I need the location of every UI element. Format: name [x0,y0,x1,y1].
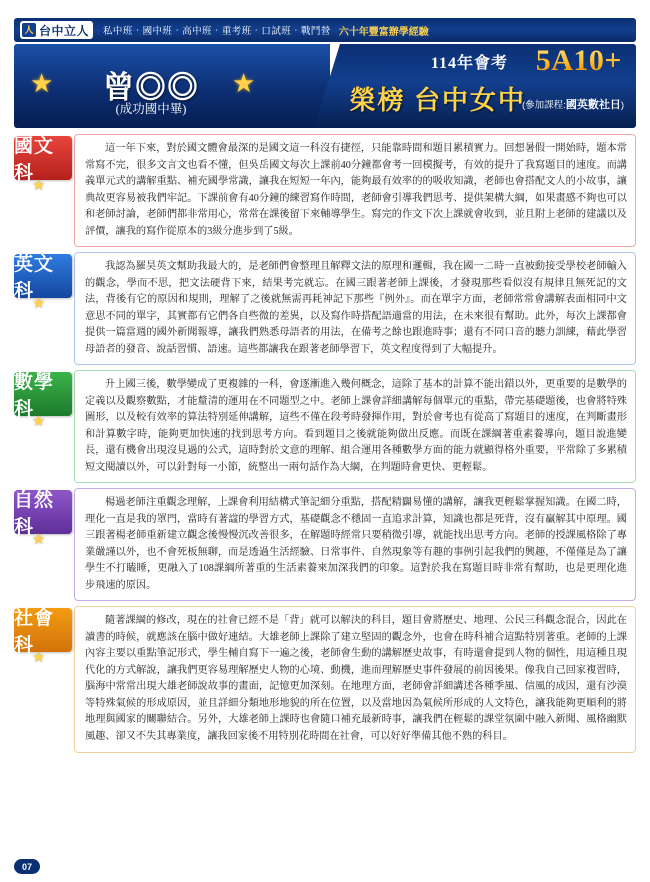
star-icon-right: ★ [232,68,256,98]
course-note-suffix: ) [620,100,624,111]
star-icon: ★ [32,531,46,549]
subject-tab-social [14,606,74,752]
admission-result: 榮榜 台中女中 [349,86,526,115]
subject-tab-label-chinese: 國文科 [14,136,72,180]
section-social [14,606,636,752]
subject-tab-science [14,488,74,601]
section-body-english [74,252,636,365]
section-body-math [74,370,636,483]
subject-tab-math [14,370,74,483]
subject-tab-english [14,252,74,365]
subject-tab-label-english: 英文科 [14,254,72,298]
subject-sections [14,134,636,758]
student-school: (成功國中畢) [115,102,187,116]
section-body-social [74,606,636,752]
section-text-science: 楊過老師注重觀念理解，上課會利用結構式筆記細分重點，搭配精闢易懂的講解，讓我更輕鬆掌握知識。在國二時，理化一直是我的罩門，當時有著諡的學習方式，基礎觀念不穩固一直追求計算，知識也都是死背，沒有贏解其中原理。國三跟著楊老師重新建立觀念後慢慢沉改善很多，在解題時經常只要稍微引導，就能找出思考方向。老師的授課風格除了專業嚴謹以外，也不會死板無聊，而是透過生活經驗、日常事件、自然現象等有趣的事例引起我們的興趣，不僅僅是為了讓學生不打瞌睡，更融入了108課綱所著重的生活素養來加深我們的印象。這對於我在寫題目時非常有幫助，也是更理化進步飛速的原因。 [85,497,627,591]
course-note-prefix: (參加課程: [522,100,566,111]
header-tagline: 六十年豐富辦學經驗 [338,26,429,38]
section-body-chinese [74,134,636,247]
subject-tab-label-science: 自然科 [14,490,72,534]
student-name: 曾◎◎ [103,70,199,105]
section-english [14,252,636,365]
top-header-bar [14,18,636,42]
star-icon: ★ [32,649,46,667]
section-science [14,488,636,601]
section-math [14,370,636,483]
subject-tab-label-math: 數學科 [14,372,72,416]
brand-badge-icon: 人 [22,23,36,37]
subject-tab-chinese [14,134,74,247]
course-note [522,96,624,112]
brand-logo [20,21,93,39]
course-note-value: 國英數社日 [565,99,621,111]
star-icon: ★ [32,177,46,194]
section-text-math: 升上國三後，數學變成了更複雜的一科，會逐漸進入幾何概念，這除了基本的計算不能出錯以外，更重要的是數學的定義以及觀察數點，才能釐清的運用在不同題型之中。老師上課會詳細講解每個單元的重點，帶完基礎題後，也會將特殊圖形，以及較有效率的算法特別延伸講解，這些不僅在段考時發揮作用，對於會考也有從高了寫題目的速度，在判斷畫形和計算數字時，能夠更加快速的找到思考方向。看到題目之後就能夠做出反應。而既在課綱著重素養導向，題目說進變長，還有機會出現沒見過的公式，這時對於文意的理解、組合運用各種數學方面的能力就顯得格外重要，平常除了多累積短文閱讀以外，可以針對每一小節，統整出一兩句話作為大綱，在判題時會更快、更輕鬆。 [85,379,627,473]
exam-title: 114年會考 [430,55,508,72]
section-text-chinese: 這一年下來，對於國文體會最深的是國文這一科沒有捷徑，只能靠時間和題目累積實力。回想暑假一開始時，題本常常寫不完，很多文言文也看不懂，但吳岳國文每次上課前40分鐘都會考一回模擬考，有效的提升了我寫題目的速度。而講義單元式的講解重點、補充國學常識，讓我在短短一年內，能夠最有效率的的吸收知識，老師也會搭配文人的小故事，讓典故更容易被我們牢記。下課前會有40分鐘的練習寫作時間，老師會引導我們思考、提供架構大綱，如果畫感不夠也可以和老師討論，老師們都非常用心，常常在課後留下來輔導學生。寫完的作文下次上課就會收到，並且附上老師的建議以及評價，讓我的寫作從原本的3級分進步到了5級。 [85,143,627,237]
section-text-social: 隨著課綱的修改，現在的社會已經不是「背」就可以解決的科目，題目會將歷史、地理、公民三科觀念混合，因此在讀書的時候，就應該在腦中做好連結。大雄老師上課除了建立堅固的觀念外，也會在時科補合這點特別著重。老師的上課內容主要以重點筆記形式，學生輔自寫下一遍之後，老師會生動的講解歷史故事，有時還會提到人物的個性，用這種且現代化的方式解說，讓我們更容易理解歷史人物的心境、動機，進而理解歷史事件發展的前因後果。像我自己回家複習時，腦海中常常出現大雄老師說故事的畫面，記憶更加深刻。在地理方面，老師會詳細講述各種季風、信風的成因，還有沙漠等特殊氣候的形成原因，並且詳細分類地形地貌的所在位置，以及當地因為氣候所形成的人文特色，讓我能夠更順利的將地理與國家的關聯結合。另外，大雄老師上課時也會隨口補充最新時事，讓我們在輕鬆的課堂氛圍中融入新聞、風格幽默風趣、卻又不失其專業度，讓我回家後不用特別花時間在社會，可以好好準備其他不熟的科目。 [85,615,627,742]
exam-score: 5A10+ [535,44,622,77]
star-icon: ★ [32,413,46,431]
star-icon-left: ★ [30,68,54,98]
header-course-list: 私中班‧國中班‧高中班‧重考班‧口試班‧戰鬥營 [103,26,331,37]
star-icon: ★ [32,295,46,313]
subject-tab-label-social: 社會科 [14,608,72,652]
hero-banner [14,44,636,128]
brand-name: 台中立人 [39,23,90,38]
section-chinese [14,134,636,247]
page-number-badge: 07 [14,859,40,874]
section-body-science [74,488,636,601]
section-text-english: 我認為羅昊英文幫助我最大的，是老師們會整理且解釋文法的原理和邏輯，我在國一二時一直被動接受學校老師輸入的觀念，學而不思，把文法硬背下來，結果考完就忘。在國三跟著老師上課後，才發現那些看似沒有規律且無死記的文法，背後有它的原因和規則，理解了之後就無需再耗神記下那些『例外』。而在單字方面，老師常常會講解表面相同中文意思不同的單字，其實都有它們各自些微的差異，以及寫作時搭配語適當的用法，在未來很有幫助。此外，每次上課都會提供一篇當週的國外新聞報導，讓我們熟悉母語者的用法，在備考之餘也跟進時事；還有不同口音的聽力訓練，藉此學習母語者的發音、說話習慣、語速。這些都讓我在跟著老師學習下，英文程度得到了大幅提升。 [85,261,627,355]
